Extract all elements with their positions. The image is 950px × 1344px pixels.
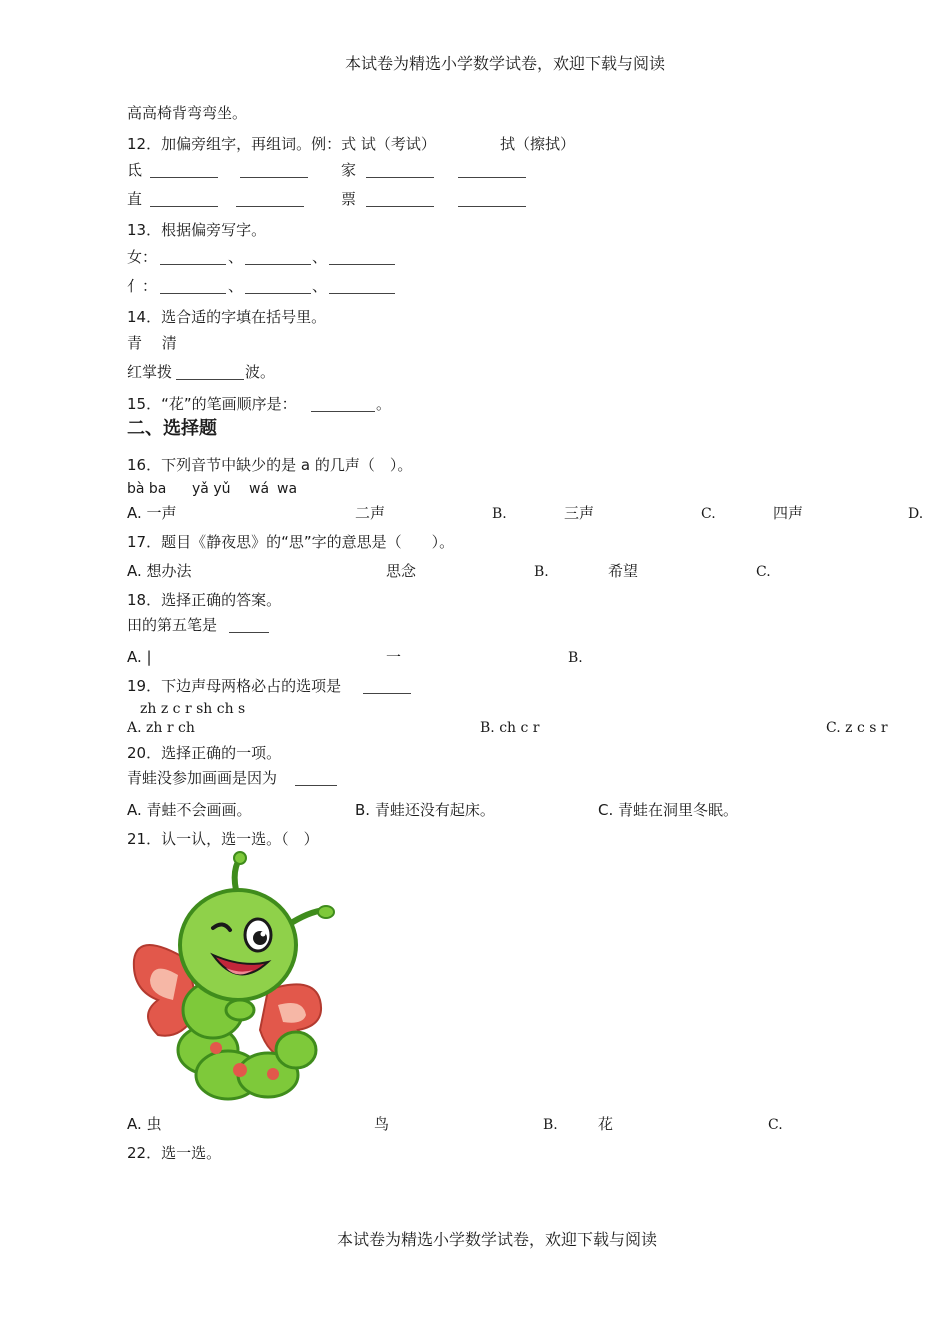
answer-blank[interactable]	[150, 162, 218, 178]
q22-title: 22．选一选。	[127, 1144, 222, 1162]
caterpillar-illustration	[128, 850, 343, 1105]
pinyin-1: bà ba	[127, 481, 167, 497]
answer-blank[interactable]	[366, 191, 434, 207]
q14-sentence-end: 波。	[245, 363, 276, 381]
separator: 、	[228, 277, 244, 295]
q21-title: 21．认一认，选一选。（ ）	[127, 830, 319, 848]
q18-title: 18．选择正确的答案。	[127, 591, 282, 609]
answer-blank[interactable]	[176, 364, 244, 380]
option-b[interactable]: B. ch c r	[480, 720, 540, 736]
q14-sentence-start: 红掌拨	[127, 363, 173, 381]
q13-radical-2: 亻：	[127, 277, 158, 295]
option-text: 鸟	[374, 1115, 390, 1133]
pinyin-2: yǎ yǔ	[192, 481, 231, 497]
answer-blank[interactable]	[329, 278, 395, 294]
q16-title: 16．下列音节中缺少的是 a 的几声（ ）。	[127, 456, 413, 474]
answer-blank[interactable]	[240, 162, 308, 178]
separator: 、	[228, 248, 244, 266]
answer-blank[interactable]	[363, 678, 411, 694]
q17-title: 17．题目《静夜思》的“思”字的意思是（ ）。	[127, 533, 455, 551]
answer-blank[interactable]	[160, 278, 226, 294]
option-a[interactable]: A. 虫	[127, 1115, 162, 1133]
option-text: 一	[386, 648, 402, 666]
answer-blank[interactable]	[245, 249, 311, 265]
option-b[interactable]: B.	[568, 650, 583, 666]
answer-blank[interactable]	[245, 278, 311, 294]
option-c[interactable]: C.	[756, 564, 771, 580]
answer-blank[interactable]	[160, 249, 226, 265]
option-b[interactable]: B.	[534, 564, 549, 580]
option-b[interactable]: B.	[543, 1117, 558, 1133]
answer-blank[interactable]	[236, 191, 304, 207]
separator: 、	[312, 248, 328, 266]
option-text: 三声	[564, 504, 595, 522]
pinyin-3: wá	[249, 481, 270, 497]
q12-char-1: 氐	[127, 161, 143, 179]
option-text: 四声	[773, 504, 804, 522]
option-text: 二声	[355, 504, 386, 522]
q19-title: 19．下边声母两格必占的选项是	[127, 677, 342, 695]
option-c[interactable]: C.	[701, 506, 716, 522]
option-a[interactable]: A. 想办法	[127, 562, 192, 580]
answer-blank[interactable]	[366, 162, 434, 178]
page-footer: 本试卷为精选小学数学试卷，欢迎下载与阅读	[337, 1230, 658, 1249]
q13-radical-1: 女：	[127, 248, 158, 266]
q13-title: 13．根据偏旁写字。	[127, 221, 267, 239]
pinyin-4: wa	[277, 481, 298, 497]
option-b[interactable]: B. 青蛙还没有起床。	[355, 801, 495, 819]
section-heading: 二、选择题	[127, 418, 217, 439]
answer-blank[interactable]	[295, 770, 337, 786]
option-text: 花	[598, 1115, 614, 1133]
separator: 、	[312, 277, 328, 295]
q18-prompt: 田的第五笔是	[127, 616, 218, 634]
q12-title: 12．加偏旁组字，再组词。例：式 试（考试）	[127, 135, 436, 153]
answer-blank[interactable]	[329, 249, 395, 265]
option-a[interactable]: A. zh r ch	[127, 720, 195, 736]
answer-blank[interactable]	[229, 617, 269, 633]
option-text: 思念	[386, 562, 417, 580]
answer-blank[interactable]	[458, 191, 526, 207]
q20-prompt: 青蛙没参加画画是因为	[127, 769, 278, 787]
option-d[interactable]: D.	[908, 506, 924, 522]
q14-choices: 青 清	[127, 334, 177, 352]
option-c[interactable]: C. z c s r	[826, 720, 888, 736]
option-c[interactable]: C. 青蛙在洞里冬眠。	[598, 801, 739, 819]
q12-char-4: 票	[341, 190, 357, 208]
q12-char-2: 家	[341, 161, 357, 179]
answer-blank[interactable]	[458, 162, 526, 178]
q15-period: 。	[376, 395, 392, 413]
previous-question-tail: 高高椅背弯弯坐。	[127, 104, 248, 122]
q12-char-3: 直	[127, 190, 143, 208]
q19-initials: zh z c r sh ch s	[140, 701, 246, 717]
q12-example: 拭（擦拭）	[500, 135, 576, 153]
option-c[interactable]: C.	[768, 1117, 783, 1133]
option-a[interactable]: A. 青蛙不会画画。	[127, 801, 252, 819]
option-a[interactable]: A. 一声	[127, 504, 177, 522]
q15-title: 15．“花”的笔画顺序是：	[127, 395, 297, 413]
q14-title: 14．选合适的字填在括号里。	[127, 308, 327, 326]
answer-blank[interactable]	[311, 396, 375, 412]
answer-blank[interactable]	[150, 191, 218, 207]
q20-title: 20．选择正确的一项。	[127, 744, 282, 762]
option-a[interactable]: A. |	[127, 648, 152, 666]
option-b[interactable]: B.	[492, 506, 507, 522]
page-header: 本试卷为精选小学数学试卷，欢迎下载与阅读	[345, 54, 666, 73]
option-text: 希望	[608, 562, 639, 580]
